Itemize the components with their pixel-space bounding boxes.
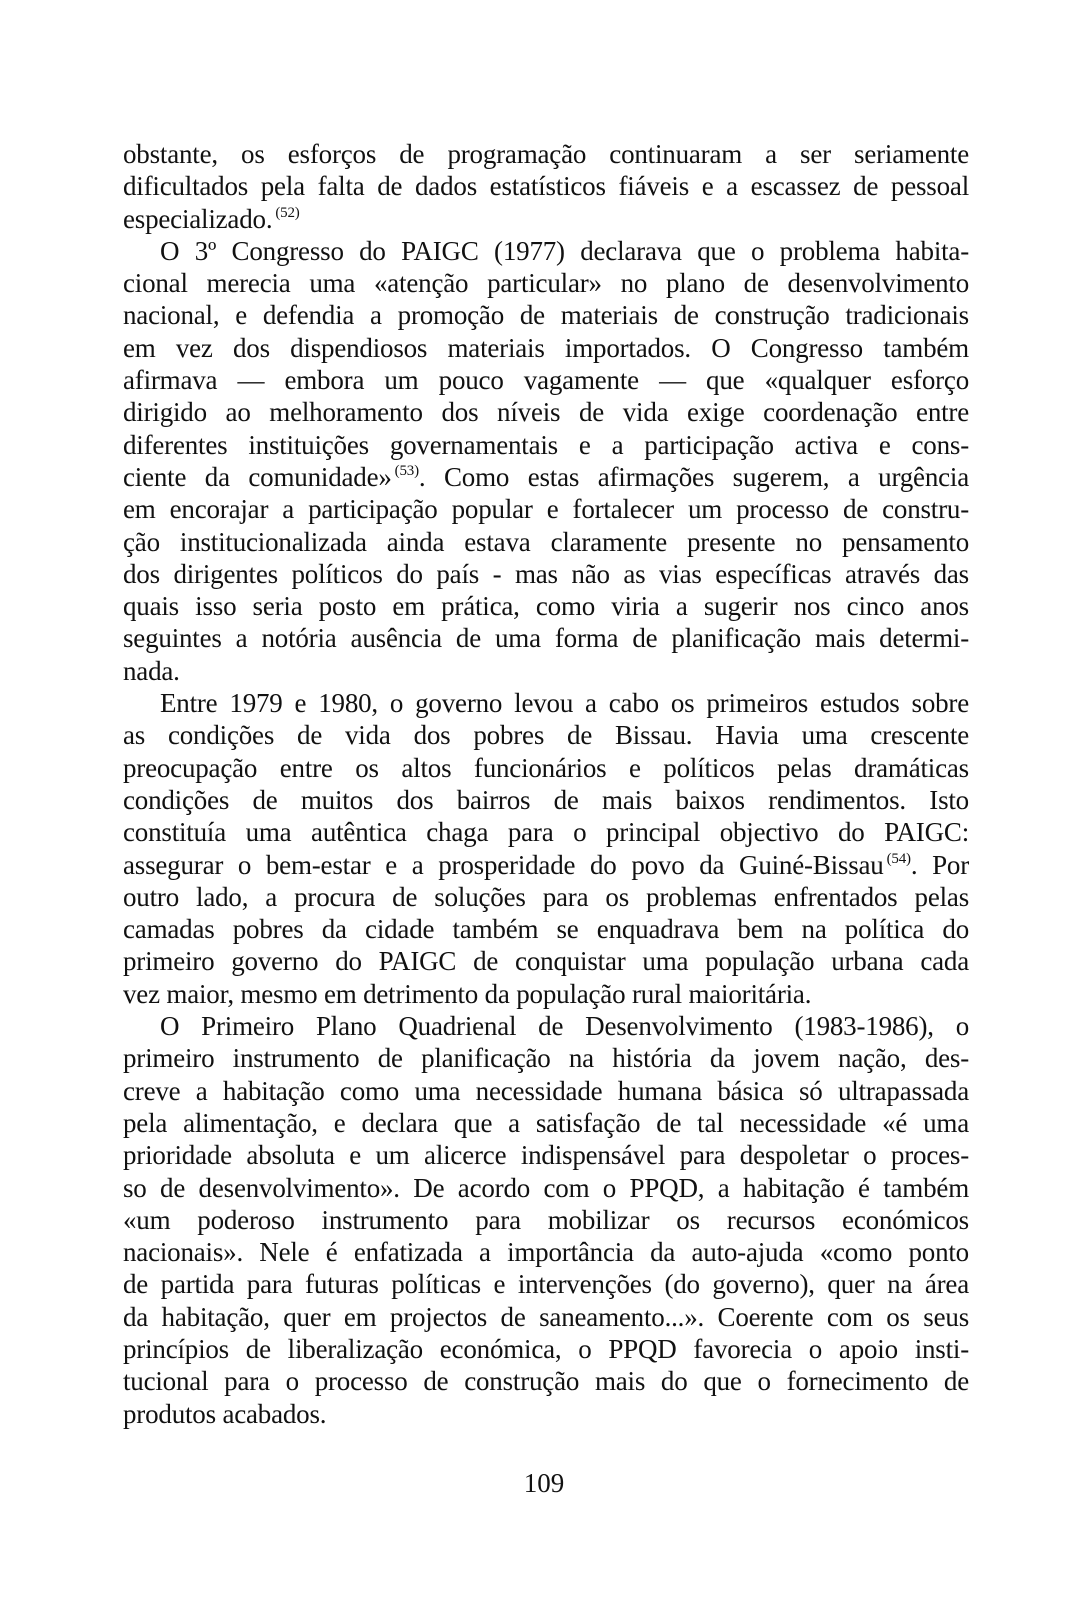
text-line: vez maior, mesmo em detrimento da população rural maioritária. (123, 978, 812, 1009)
text-line: tucional para o processo de construção mais do que o fornecimento de (123, 1366, 969, 1397)
text-line: afirmava — embora um pouco vagamente — que «qualquer esforço (123, 365, 969, 396)
text-line: O Primeiro Plano Quadrienal de Desenvolvimento (1983-1986), o (160, 1011, 969, 1042)
text-line: preocupação entre os altos funcionários e políticos pelas dramáticas (123, 752, 969, 783)
text-line: dificultados pela falta de dados estatísticos fiáveis e a escassez de pessoal (123, 171, 969, 202)
text-line: condições de muitos dos bairros de mais baixos rendimentos. Isto (123, 784, 969, 815)
text-line (123, 849, 969, 881)
text-line: nacionais». Nele é enfatizada a importância da auto-ajuda «como ponto (123, 1237, 969, 1268)
text-line: em encorajar a participação popular e fortalecer um processo de constru- (123, 494, 969, 525)
text-line: primeiro governo do PAIGC de conquistar uma população urbana cada (123, 946, 969, 977)
text-line: primeiro instrumento de planificação na história da jovem nação, des- (123, 1043, 969, 1074)
text-segment: especializado. (123, 203, 273, 234)
text-line: creve a habitação como uma necessidade humana básica só ultrapassada (123, 1075, 969, 1106)
text-line (123, 461, 969, 493)
text-segment: ciente da comunidade» (123, 461, 392, 492)
footnote-ref-54: (54) (886, 850, 911, 867)
text-line: dos dirigentes políticos do país - mas não as vias específicas através das (123, 558, 969, 589)
text-line: as condições de vida dos pobres de Bissau. Havia uma crescente (123, 720, 969, 751)
text-line (123, 203, 969, 235)
text-line: outro lado, a procura de soluções para os problemas enfrentados pelas (123, 881, 969, 912)
text-segment: . Por (910, 849, 970, 880)
text-line: pela alimentação, e declara que a satisfação de tal necessidade «é uma (123, 1107, 969, 1138)
text-line: so de desenvolvimento». De acordo com o PPQD, a habitação é também (123, 1172, 969, 1203)
text-line: nada. (123, 655, 180, 686)
text-line: produtos acabados. (123, 1398, 327, 1429)
text-line: seguintes a notória ausência de uma forma de planificação mais determi- (123, 623, 969, 654)
text-line: Entre 1979 e 1980, o governo levou a cabo os primeiros estudos sobre (160, 688, 969, 719)
text-line: cional merecia uma «atenção particular» no plano de desenvolvimento (123, 268, 969, 299)
text-line: quais isso seria posto em prática, como viria a sugerir nos cinco anos (123, 591, 969, 622)
footnote-ref-53: (53) (394, 462, 419, 479)
page-number: 109 (523, 1468, 565, 1498)
text-line: da habitação, quer em projectos de saneamento...». Coerente com os seus (123, 1301, 969, 1332)
text-segment: . Como estas afirmações sugerem, a urgência (418, 461, 970, 492)
text-line: dirigido ao melhoramento dos níveis de vida exige coordenação entre (123, 397, 969, 428)
text-line: «um poderoso instrumento para mobilizar os recursos económicos (123, 1204, 969, 1235)
text-segment: assegurar o bem-estar e a prosperidade do povo da Guiné-Bissau (123, 849, 884, 880)
text-line: constituía uma autêntica chaga para o principal objectivo do PAIGC: (123, 817, 969, 848)
text-line: obstante, os esforços de programação continuaram a ser seriamente (123, 139, 969, 169)
text-line: O 3º Congresso do PAIGC (1977) declarava que o problema habita- (160, 235, 969, 266)
text-line: diferentes instituições governamentais e a participação activa e cons- (123, 429, 969, 460)
footnote-ref-52: (52) (275, 204, 300, 221)
text-line: camadas pobres da cidade também se enquadrava bem na política do (123, 914, 969, 945)
text-line: ção institucionalizada ainda estava claramente presente no pensamento (123, 526, 969, 557)
text-line: princípios de liberalização económica, o PPQD favorecia o apoio insti- (123, 1333, 969, 1364)
text-line: em vez dos dispendiosos materiais importados. O Congresso também (123, 332, 969, 363)
text-line: prioridade absoluta e um alicerce indispensável para despoletar o proces- (123, 1140, 969, 1171)
body-text (123, 138, 969, 1430)
text-line: de partida para futuras políticas e intervenções (do governo), quer na área (123, 1269, 969, 1300)
text-line: nacional, e defendia a promoção de materiais de construção tradicionais (123, 300, 969, 331)
